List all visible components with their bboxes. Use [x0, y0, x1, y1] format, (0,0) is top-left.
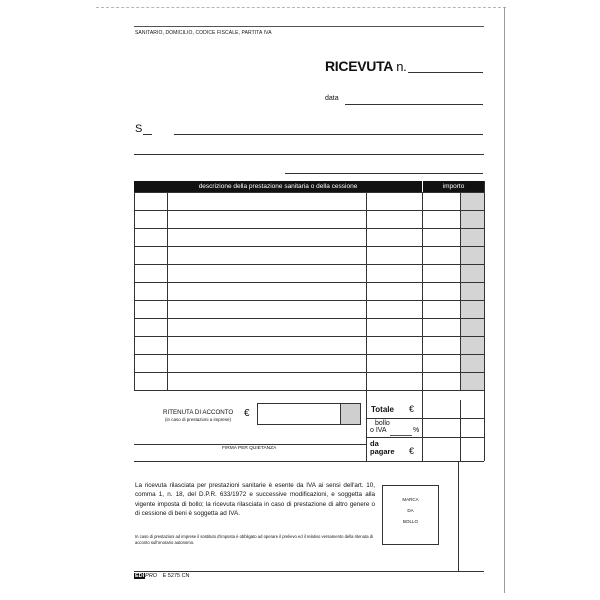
receipt-title-text: RICEVUTA: [325, 58, 393, 74]
description-header: descrizione della prestazione sanitaria o della cessione: [134, 181, 422, 192]
table-row[interactable]: [134, 318, 484, 319]
sheet-edge: [504, 7, 505, 593]
stamp-box-line2: DA: [407, 508, 414, 513]
table-row[interactable]: [134, 282, 484, 283]
perforation-line: [96, 7, 506, 8]
issuer-caption: SANITARIO, DOMICILIO, CODICE FISCALE, PARTITA IVA: [135, 30, 272, 36]
table-left-border: [134, 192, 135, 390]
due-currency: €: [409, 446, 415, 456]
due-label-da: da: [370, 439, 379, 448]
receipt-title: [325, 58, 406, 74]
top-rule: [134, 26, 484, 27]
recipient-dash: [143, 134, 152, 135]
brand-suffix: PRO: [145, 573, 158, 579]
withholding-currency: €: [244, 408, 250, 419]
table-row[interactable]: [134, 192, 484, 193]
table-row[interactable]: [134, 264, 484, 265]
table-bottom-border: [134, 390, 484, 391]
table-row[interactable]: [134, 246, 484, 247]
signature-label: FIRMA PER QUIETANZA: [222, 446, 277, 451]
recipient-label: S: [135, 123, 143, 135]
table-right-border: [484, 181, 485, 390]
iva-percent-field[interactable]: [390, 435, 412, 436]
receipt-number-field[interactable]: [408, 72, 483, 73]
due-label-pagare: pagare: [370, 447, 395, 456]
withholding-label: RITENUTA DI ACCONTO: [163, 409, 234, 416]
revenue-stamp-box: [382, 485, 439, 545]
stamp-box-line1: MARCA: [402, 497, 419, 502]
quantity-column-divider: [167, 192, 168, 390]
signature-line[interactable]: [134, 444, 366, 445]
stamp-label-iva: o IVA: [370, 427, 387, 434]
table-row[interactable]: [134, 336, 484, 337]
vat-notice: La ricevuta rilasciata per prestazioni sanitarie è esente da IVA ai sensi dell'art. 10, comma 1, n. 18, del D.P.R. 633/1972 e successive modificazioni, e soggetta alla vigente imposta di bollo; la ricevuta rilasciata in caso di prestazione di altro genere o di cessione di beni è soggetta ad IVA.: [135, 482, 375, 518]
table-row[interactable]: [134, 210, 484, 211]
receipt-number-label: n.: [396, 59, 407, 74]
brand-logo: EDI: [135, 573, 145, 579]
table-row[interactable]: [134, 300, 484, 301]
amount-column-divider: [422, 192, 423, 461]
stamp-box-line3: BOLLO: [402, 519, 418, 524]
footer-bottom-rule: [134, 571, 484, 572]
total-label: Totale: [371, 405, 394, 414]
cents-column-shade: [460, 192, 484, 390]
total-currency: €: [409, 404, 415, 414]
footer-stamp-divider: [458, 461, 459, 571]
table-row[interactable]: [134, 372, 484, 373]
withholding-note: (in caso di prestazioni a imprese): [165, 417, 232, 422]
date-field[interactable]: [345, 104, 483, 105]
footer-top-rule: [134, 461, 366, 462]
publisher-mark: [134, 573, 190, 579]
recipient-field[interactable]: [174, 134, 483, 135]
date-label: data: [325, 95, 339, 102]
totals-cents-divider: [460, 400, 461, 461]
withholding-footnote: In caso di prestazioni ad imprese il sostituto d'imposta è obbligato ad operare il prelievo ed il relativo versamento della ritenuta di acconto sull'onorario autonomo.: [135, 534, 373, 545]
total-rule: [366, 418, 484, 419]
address-line-2[interactable]: [285, 173, 483, 174]
table-row[interactable]: [134, 354, 484, 355]
stamp-rule: [366, 437, 484, 438]
stamp-label-bollo: bollo: [375, 420, 390, 427]
totals-right-border: [484, 390, 485, 461]
description-column-divider: [366, 192, 367, 461]
percent-sign: %: [413, 427, 420, 434]
cents-column-divider: [460, 192, 461, 390]
form-code: E 5275 CN: [162, 573, 190, 579]
table-row[interactable]: [134, 228, 484, 229]
amount-header: importo: [423, 181, 484, 192]
withholding-field[interactable]: [257, 403, 361, 425]
totals-bottom-rule: [366, 461, 484, 462]
address-line-1[interactable]: [134, 154, 484, 155]
withholding-cents: [340, 404, 360, 424]
